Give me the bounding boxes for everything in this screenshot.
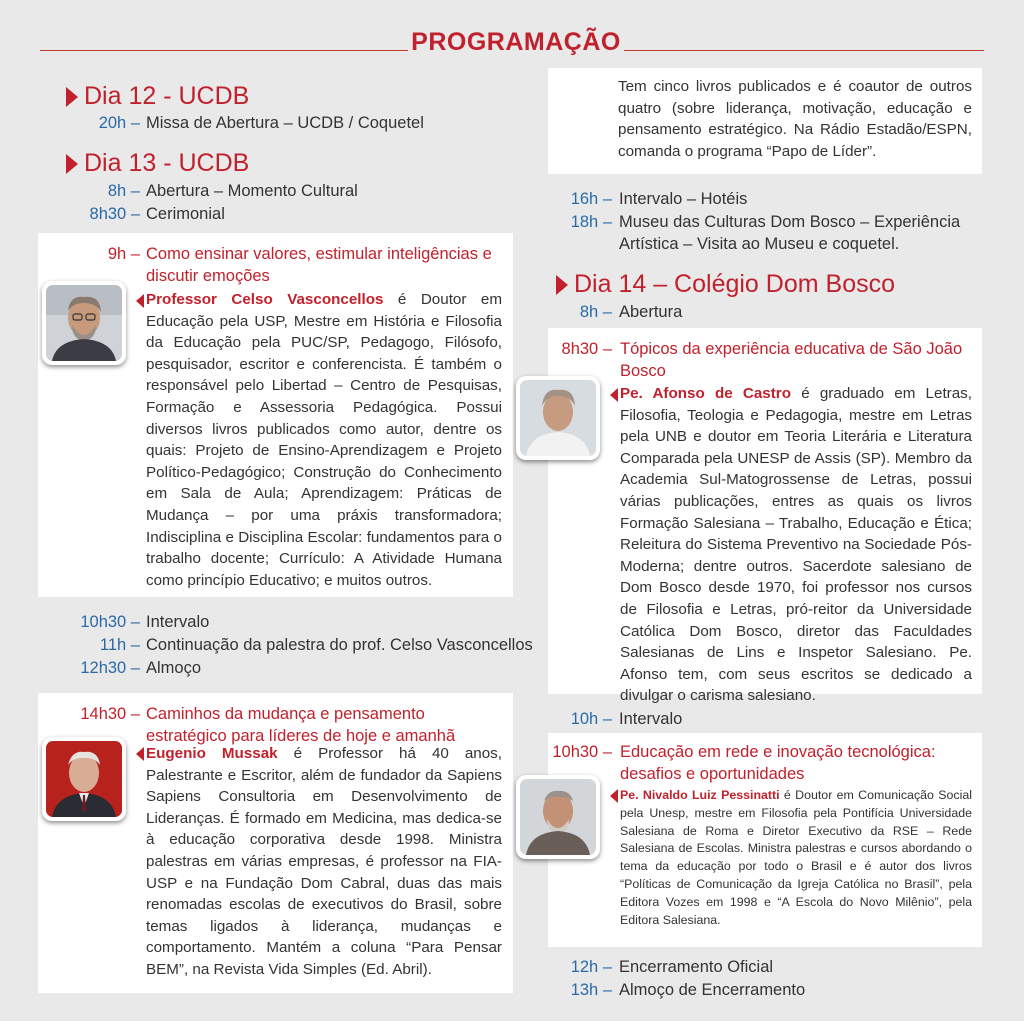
day-13-heading <box>66 149 249 178</box>
speaker-bio-text: é Doutor em Educação pela USP, Mestre em História e Filosofia da Educação pela PUC/SP, Pedagogo, Filósofo, pesquisador, escritor e conferencista. É também o responsável pelo Libertad – Centro de Pesquisas, Formação e Assessoria Pedagógica. Possui diversos livros publicados como autor, dentre os quais: Projeto de Ensino-Aprendizagem e Projeto Político-Pedagógico; Construção do Conhecimento em Sala de Aula; Aprendizagem: Práticas de Mudança – por uma práxis transformadora; Indisciplina e Disciplina Escolar: fundamentos para o trabalho docente; Currículo: A Atividade Humana como princípio Educativo; e muitos outros. <box>146 291 502 589</box>
schedule-desc: Almoço de Encerramento <box>619 981 806 999</box>
schedule-desc: Encerramento Oficial <box>619 958 774 976</box>
schedule-time: 20h – <box>98 114 140 132</box>
schedule-time: 8h30 – <box>89 205 140 223</box>
day-heading-text: Dia 14 – Colégio Dom Bosco <box>574 270 895 298</box>
speaker-bio <box>620 383 972 707</box>
title-rule-right <box>624 50 984 51</box>
schedule-time: 8h – <box>579 303 612 321</box>
schedule-desc: Cerimonial <box>146 205 225 223</box>
schedule-desc: Museu das Culturas Dom Bosco – Experiência Artística – Visita ao Museu e coquetel. <box>619 213 961 253</box>
schedule-time: 11h – <box>99 636 140 654</box>
arrow-icon <box>556 275 568 295</box>
session-card-nivaldo <box>548 733 982 947</box>
speaker-bio-continued: Tem cinco livros publicados e é coautor de outros quatro (sobre liderança, motivação, educação e pensamento estratégico. Na Rádio Estadão/ESPN, comanda o programa “Papo de Líder”. <box>618 78 972 160</box>
session-talk-title: Caminhos da mudança e pensamento estratégico para líderes de hoje e amanhã <box>146 705 456 745</box>
speaker-name: Eugenio Mussak <box>146 745 278 762</box>
speaker-bio <box>146 743 502 981</box>
session-card-afonso <box>548 328 982 705</box>
bio-arrow-icon <box>610 388 618 402</box>
schedule-time: 10h – <box>570 710 612 728</box>
speaker-portrait-icon <box>520 380 596 456</box>
speaker-photo-nivaldo <box>516 775 600 859</box>
schedule-desc: Intervalo <box>619 710 683 728</box>
title-row <box>0 28 1024 68</box>
bio-arrow-icon <box>136 747 144 761</box>
bio-arrow-icon <box>610 789 618 803</box>
session-talk-title: Educação em rede e inovação tecnológica: desafios e oportunidades <box>620 743 936 783</box>
speaker-bio-text: é graduado em Letras, Filosofia, Teologia e Pedagogia, mestre em Letras pela UNB e doutor em Teoria Literária e Literatura Comparada pela UNESP de Assis (SP). Membro da Academia Sul-Matogrossense de Letras, possui várias publicações, entres as quais os livros Formação Salesiana – Trabalho, Educação e Ética; Releitura do Sistema Preventivo na Sociedade Pós-Moderna; dentre outros. Sacerdote salesiano de Dom Bosco desde 1970, foi professor nos cursos de Filosofia e Letras, pró-reitor da Universidade Católica Dom Bosco, diretor das Faculdades Salesianas de Lins e Inspetor Salesiano. Pe. Afonso tem, com seus escritos se dedicado a divulgar o carisma salesiano. <box>620 385 972 705</box>
session-card-celso <box>38 233 513 597</box>
bio-arrow-icon <box>136 294 144 308</box>
session-time: 10h30 – <box>552 743 612 761</box>
schedule-time: 8h – <box>107 182 140 200</box>
page-title: PROGRAMAÇÃO <box>411 28 621 56</box>
schedule-time: 13h – <box>570 981 612 999</box>
speaker-photo-celso <box>42 281 126 365</box>
schedule-desc: Abertura <box>619 303 683 321</box>
speaker-bio <box>620 787 972 929</box>
speaker-photo-afonso <box>516 376 600 460</box>
speaker-bio-text: é Professor há 40 anos, Palestrante e Escritor, além de fundador da Sapiens Sapiens Consultoria em Desenvolvimento de Lideranças. É formado em Medicina, mas dedica-se à educação corporativa desde 1998. Ministra palestras em várias empresas, é professor na FIA-USP e na Fundação Dom Cabral, duas das mais renomadas escolas de executivos do Brasil, sobre temas ligados à liderança, mudanças e comportamento. Mantém a coluna “Para Pensar BEM”, na Revista Vida Simples (Ed. Abril). <box>146 745 502 978</box>
arrow-icon <box>66 154 78 174</box>
schedule-desc: Abertura – Momento Cultural <box>146 182 358 200</box>
day-12-heading <box>66 82 249 111</box>
speaker-portrait-icon <box>46 741 122 817</box>
session-talk-title: Tópicos da experiência educativa de São João Bosco <box>620 340 963 380</box>
speaker-name: Professor Celso Vasconcellos <box>146 291 384 308</box>
speaker-name: Pe. Afonso de Castro <box>620 385 791 402</box>
session-card-mussak-cont <box>548 68 982 174</box>
title-rule-left <box>40 50 408 51</box>
session-time: 14h30 – <box>80 705 140 723</box>
schedule-time: 12h – <box>570 958 612 976</box>
speaker-name: Pe. Nivaldo Luiz Pessinatti <box>620 788 780 802</box>
session-time: 8h30 – <box>561 340 612 358</box>
arrow-icon <box>66 87 78 107</box>
schedule-desc: Missa de Abertura – UCDB / Coquetel <box>146 114 424 132</box>
speaker-bio-text: é Doutor em Comunicação Social pela Unesp, mestre em Filosofia pela Pontifícia Universidade Salesiana de Roma e Diretor Executivo da RSE – Rede Salesiana de Escolas. Ministra palestras e cursos abordando o tema da educação por todo o Brasil e é autor dos livros “Políticas de Comunicação da Igreja Católica no Brasil”, pela Editora Vozes em 1998 e “A Escola do Novo Milênio”, pela Editora Salesiana. <box>620 788 972 927</box>
schedule-time: 12h30 – <box>80 659 140 677</box>
day-heading-text: Dia 13 - UCDB <box>84 149 250 177</box>
schedule-desc: Intervalo – Hotéis <box>619 190 748 208</box>
speaker-portrait-icon <box>46 285 122 361</box>
schedule-time: 10h30 – <box>80 613 140 631</box>
schedule-desc: Continuação da palestra do prof. Celso Vasconcellos <box>146 636 533 654</box>
schedule-desc: Almoço <box>146 659 202 677</box>
schedule-time: 18h – <box>570 213 612 231</box>
session-card-mussak <box>38 693 513 993</box>
session-talk-title: Como ensinar valores, estimular inteligências e discutir emoções <box>146 245 492 285</box>
day-heading-text: Dia 12 - UCDB <box>84 82 250 110</box>
schedule-desc: Intervalo <box>146 613 210 631</box>
day-14-heading <box>556 270 895 299</box>
session-time: 9h – <box>107 245 140 263</box>
speaker-portrait-icon <box>520 779 596 855</box>
speaker-photo-mussak <box>42 737 126 821</box>
schedule-time: 16h – <box>570 190 612 208</box>
speaker-bio <box>146 289 502 591</box>
